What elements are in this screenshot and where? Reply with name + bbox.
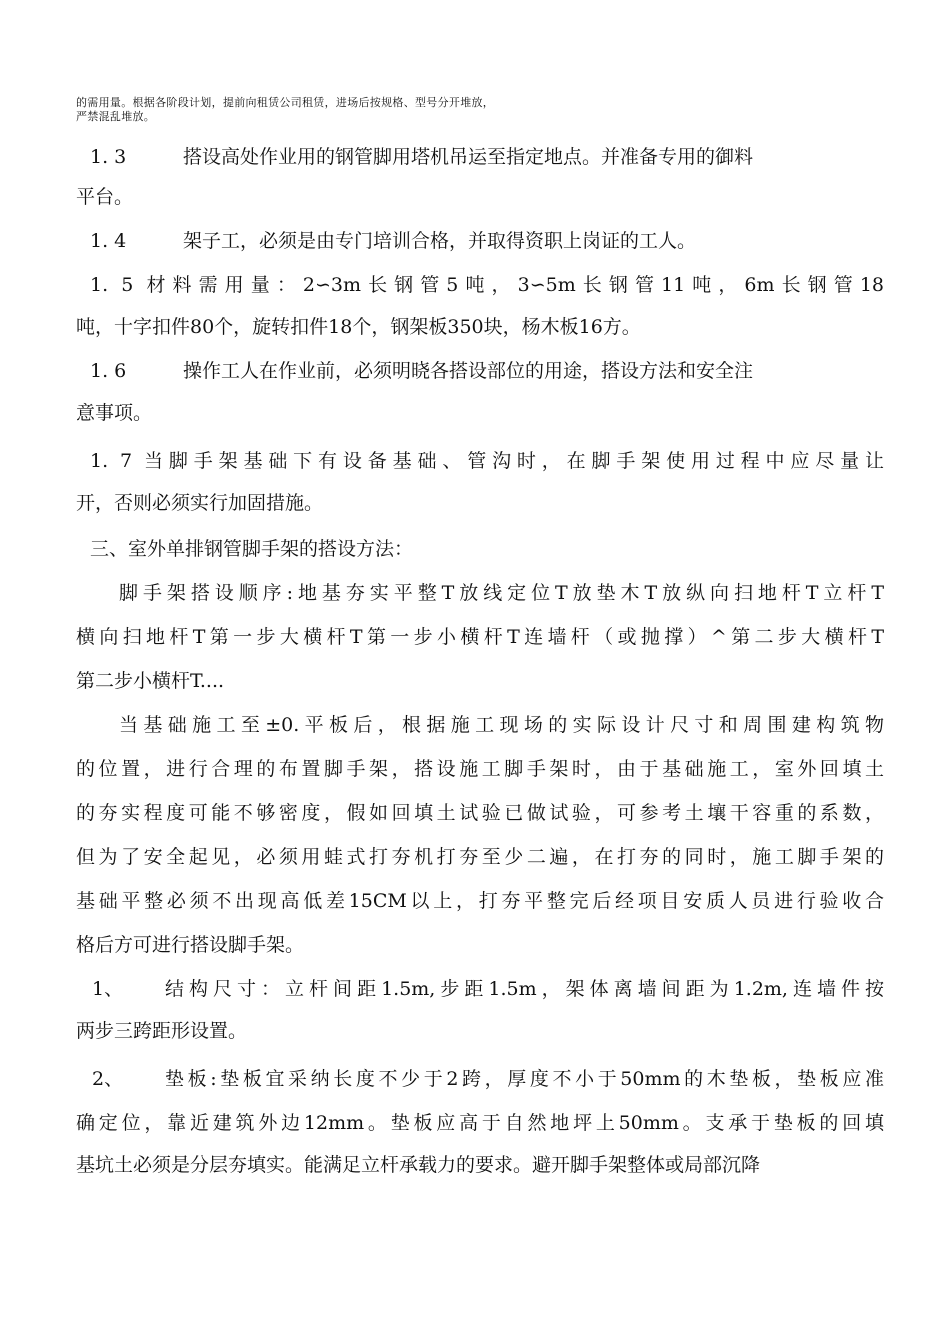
item-1-6-text: 操作工人在作业前，必须明晓各搭设部位的用途，搭设方法和安全注 bbox=[183, 360, 754, 382]
item-1-6-number: 1. 6 bbox=[90, 360, 127, 382]
point-2-line-2: 确定位，靠近建筑外边12mm。垫板应高于自然地坪上50mm。支承于垫板的回填 bbox=[76, 1112, 884, 1134]
item-1-4-number: 1. 4 bbox=[90, 230, 127, 252]
item-1-3-number: 1. 3 bbox=[90, 146, 127, 168]
top-note-line-2: 严禁混乱堆放。 bbox=[76, 110, 156, 123]
sequence-line-1: 脚手架搭设顺序:地基夯实平整T放线定位T放垫木T放纵向扫地杆T立杆T bbox=[119, 582, 884, 604]
top-note-line-1: 的需用量。根据各阶段计划，提前向租赁公司租赁，进场后按规格、型号分开堆放， bbox=[76, 96, 495, 109]
base-paragraph-line-3: 的夯实程度可能不够密度，假如回填土试验已做试验，可参考土壤干容重的系数， bbox=[76, 802, 884, 824]
point-1-line-2: 两步三跨距形设置。 bbox=[76, 1020, 248, 1042]
base-paragraph-line-1: 当基础施工至±0.平板后，根据施工现场的实际设计尺寸和周围建构筑物 bbox=[119, 714, 884, 736]
item-1-7-line-2: 开，否则必须实行加固措施。 bbox=[76, 492, 324, 514]
item-1-6-continuation: 意事项。 bbox=[76, 402, 153, 424]
item-1-5-line-2: 吨，十字扣件80个，旋转扣件18个，钢架板350块，杨木板16方。 bbox=[76, 316, 641, 338]
base-paragraph-line-2: 的位置，进行合理的布置脚手架，搭设施工脚手架时，由于基础施工，室外回填土 bbox=[76, 758, 884, 780]
sequence-line-2: 横向扫地杆T第一步大横杆T第一步小横杆T连墙杆（或抛撑）^第二步大横杆T bbox=[76, 626, 884, 648]
sequence-line-3: 第二步小横杆T.... bbox=[76, 670, 225, 692]
point-1-number: 1、 bbox=[92, 978, 124, 1000]
base-paragraph-line-6: 格后方可进行搭设脚手架。 bbox=[76, 934, 305, 956]
item-1-3-continuation: 平台。 bbox=[76, 186, 134, 208]
item-1-7-line-1: 1. 7 当脚手架基础下有设备基础、管沟时，在脚手架使用过程中应尽量让 bbox=[90, 450, 884, 472]
point-1-line-1: 结构尺寸：立杆间距1.5m,步距1.5m，架体离墙间距为1.2m,连墙件按 bbox=[165, 978, 884, 1000]
item-1-3-text: 搭设高处作业用的钢管脚用塔机吊运至指定地点。并准备专用的御料 bbox=[183, 146, 754, 168]
item-1-4-text: 架子工，必须是由专门培训合格，并取得资职上岗证的工人。 bbox=[183, 230, 697, 252]
item-1-5-line-1: 1. 5 材料需用量：2∽3m长钢管5吨，3∽5m长钢管11吨，6m长钢管18 bbox=[90, 274, 884, 296]
base-paragraph-line-4: 但为了安全起见，必须用蛙式打夯机打夯至少二遍，在打夯的同时，施工脚手架的 bbox=[76, 846, 884, 868]
point-2-line-1: 垫板:垫板宜采纳长度不少于2跨，厚度不小于50mm的木垫板，垫板应准 bbox=[165, 1068, 884, 1090]
section-3-heading: 三、室外单排钢管脚手架的搭设方法： bbox=[90, 538, 414, 560]
base-paragraph-line-5: 基础平整必须不出现高低差15CM以上，打夯平整完后经项目安质人员进行验收合 bbox=[76, 890, 884, 912]
point-2-line-3: 基坑土必须是分层夯填实。能满足立杆承载力的要求。避开脚手架整体或局部沉降 bbox=[76, 1154, 761, 1176]
point-2-number: 2、 bbox=[92, 1068, 124, 1090]
